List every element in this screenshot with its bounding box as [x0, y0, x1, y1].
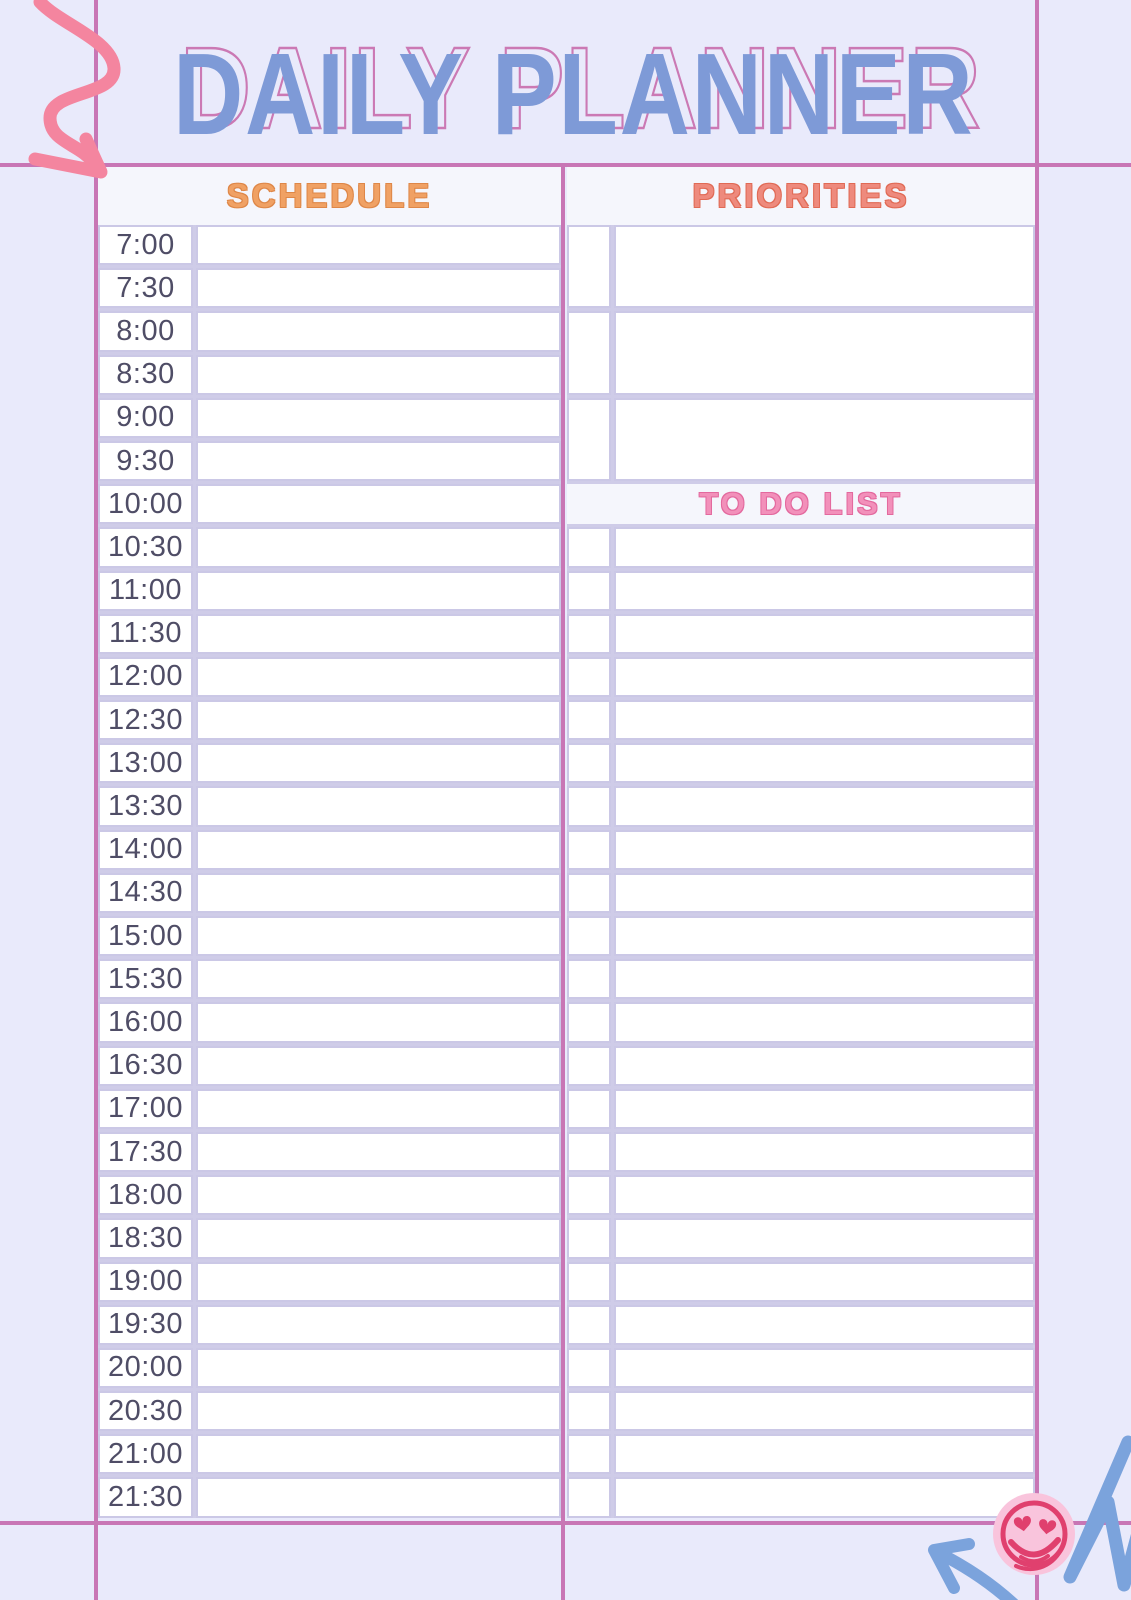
priority-marker-cell[interactable]: [567, 225, 611, 308]
priority-entry-cell[interactable]: [614, 225, 1035, 308]
todo-marker-cell[interactable]: [567, 1262, 611, 1302]
todo-entry-cell[interactable]: [614, 1391, 1035, 1431]
schedule-time-cell: 12:00: [98, 657, 193, 697]
todo-entry-cell[interactable]: [614, 959, 1035, 999]
todo-entry-cell[interactable]: [614, 743, 1035, 783]
schedule-time-cell: 21:00: [98, 1434, 193, 1474]
todo-entry-cell[interactable]: [614, 873, 1035, 913]
schedule-entry-cell[interactable]: [196, 1262, 561, 1302]
schedule-entry-cell[interactable]: [196, 1477, 561, 1517]
todo-entry-cell[interactable]: [614, 1046, 1035, 1086]
priority-marker-cell[interactable]: [567, 311, 611, 394]
todo-marker-cell[interactable]: [567, 527, 611, 567]
todo-entry-cell[interactable]: [614, 1305, 1035, 1345]
schedule-time-cell: 18:00: [98, 1175, 193, 1215]
schedule-time-cell: 20:30: [98, 1391, 193, 1431]
schedule-time-cell: 12:30: [98, 700, 193, 740]
schedule-time-cell: 10:00: [98, 484, 193, 524]
todo-entry-cell[interactable]: [614, 527, 1035, 567]
schedule-entry-cell[interactable]: [196, 1046, 561, 1086]
schedule-entry-cell[interactable]: [196, 1305, 561, 1345]
schedule-time-cell: 11:00: [98, 571, 193, 611]
todo-marker-cell[interactable]: [567, 1218, 611, 1258]
todo-entry-cell[interactable]: [614, 1348, 1035, 1388]
schedule-time-cell: 8:30: [98, 355, 193, 395]
todo-marker-cell[interactable]: [567, 1434, 611, 1474]
schedule-entry-cell[interactable]: [196, 441, 561, 481]
frame-line-middle: [561, 163, 565, 1600]
todo-entry-cell[interactable]: [614, 1175, 1035, 1215]
todo-marker-cell[interactable]: [567, 614, 611, 654]
schedule-entry-cell[interactable]: [196, 398, 561, 438]
frame-line-right: [1035, 0, 1039, 1600]
todo-entry-cell[interactable]: [614, 657, 1035, 697]
priorities-header: PRIORITIES: [692, 177, 910, 214]
todo-marker-cell[interactable]: [567, 1477, 611, 1517]
todo-marker-cell[interactable]: [567, 1002, 611, 1042]
todo-entry-cell[interactable]: [614, 1218, 1035, 1258]
schedule-time-cell: 15:30: [98, 959, 193, 999]
schedule-entry-cell[interactable]: [196, 571, 561, 611]
schedule-entry-cell[interactable]: [196, 225, 561, 265]
todo-marker-cell[interactable]: [567, 743, 611, 783]
schedule-entry-cell[interactable]: [196, 916, 561, 956]
schedule-time-cell: 17:00: [98, 1089, 193, 1129]
todo-entry-cell[interactable]: [614, 700, 1035, 740]
schedule-time-cell: 16:30: [98, 1046, 193, 1086]
schedule-entry-cell[interactable]: [196, 1175, 561, 1215]
todo-marker-cell[interactable]: [567, 700, 611, 740]
blue-arrow-doodle-icon: [934, 1544, 1022, 1600]
schedule-entry-cell[interactable]: [196, 786, 561, 826]
schedule-time-cell: 14:00: [98, 830, 193, 870]
priorities-and-todo-table: [567, 225, 1035, 1518]
todo-marker-cell[interactable]: [567, 786, 611, 826]
schedule-time-cell: 14:30: [98, 873, 193, 913]
todo-entry-cell[interactable]: [614, 786, 1035, 826]
pink-squiggle-arrow-icon: [35, 2, 114, 172]
todo-entry-cell[interactable]: [614, 1262, 1035, 1302]
schedule-entry-cell[interactable]: [196, 700, 561, 740]
schedule-entry-cell[interactable]: [196, 1132, 561, 1172]
todo-entry-cell[interactable]: [614, 614, 1035, 654]
schedule-time-cell: 19:30: [98, 1305, 193, 1345]
schedule-time-cell: 7:00: [98, 225, 193, 265]
schedule-entry-cell[interactable]: [196, 614, 561, 654]
todo-entry-cell[interactable]: [614, 1132, 1035, 1172]
schedule-time-cell: 16:00: [98, 1002, 193, 1042]
todo-marker-cell[interactable]: [567, 1046, 611, 1086]
priority-entry-cell[interactable]: [614, 398, 1035, 481]
schedule-entry-cell[interactable]: [196, 1391, 561, 1431]
schedule-entry-cell[interactable]: [196, 1218, 561, 1258]
schedule-entry-cell[interactable]: [196, 484, 561, 524]
schedule-entry-cell[interactable]: [196, 830, 561, 870]
todo-entry-cell[interactable]: [614, 1089, 1035, 1129]
schedule-time-cell: 13:30: [98, 786, 193, 826]
schedule-time-cell: 21:30: [98, 1477, 193, 1517]
schedule-time-cell: 9:00: [98, 398, 193, 438]
schedule-header-band: [98, 167, 561, 225]
todo-marker-cell[interactable]: [567, 571, 611, 611]
todo-marker-cell[interactable]: [567, 959, 611, 999]
schedule-time-cell: 18:30: [98, 1218, 193, 1258]
schedule-entry-cell[interactable]: [196, 959, 561, 999]
todo-marker-cell[interactable]: [567, 1175, 611, 1215]
todo-entry-cell[interactable]: [614, 916, 1035, 956]
todo-marker-cell[interactable]: [567, 1089, 611, 1129]
schedule-entry-cell[interactable]: [196, 527, 561, 567]
schedule-header: SCHEDULE: [226, 177, 433, 214]
todo-marker-cell[interactable]: [567, 657, 611, 697]
schedule-time-cell: 17:30: [98, 1132, 193, 1172]
schedule-time-cell: 10:30: [98, 527, 193, 567]
todo-marker-cell[interactable]: [567, 1132, 611, 1172]
todo-marker-cell[interactable]: [567, 830, 611, 870]
todo-marker-cell[interactable]: [567, 916, 611, 956]
schedule-time-cell: 20:00: [98, 1348, 193, 1388]
schedule-entry-cell[interactable]: [196, 743, 561, 783]
todo-entry-cell[interactable]: [614, 830, 1035, 870]
todo-marker-cell[interactable]: [567, 873, 611, 913]
schedule-entry-cell[interactable]: [196, 1089, 561, 1129]
todo-entry-cell[interactable]: [614, 1477, 1035, 1517]
todo-entry-cell[interactable]: [614, 571, 1035, 611]
todo-entry-cell[interactable]: [614, 1434, 1035, 1474]
schedule-time-cell: 11:30: [98, 614, 193, 654]
schedule-time-cell: 9:30: [98, 441, 193, 481]
schedule-entry-cell[interactable]: [196, 657, 561, 697]
schedule-entry-cell[interactable]: [196, 268, 561, 308]
todo-entry-cell[interactable]: [614, 1002, 1035, 1042]
schedule-entry-cell[interactable]: [196, 1002, 561, 1042]
schedule-entry-cell[interactable]: [196, 355, 561, 395]
schedule-entry-cell[interactable]: [196, 1348, 561, 1388]
todo-marker-cell[interactable]: [567, 1305, 611, 1345]
todo-header-band: [567, 484, 1035, 524]
schedule-time-cell: 8:00: [98, 311, 193, 351]
blue-zigzag-doodle-icon: [1070, 1442, 1131, 1585]
schedule-table: [98, 225, 561, 1518]
priority-entry-cell[interactable]: [614, 311, 1035, 394]
schedule-entry-cell[interactable]: [196, 311, 561, 351]
schedule-entry-cell[interactable]: [196, 1434, 561, 1474]
title-area: [172, 29, 975, 159]
schedule-entry-cell[interactable]: [196, 873, 561, 913]
page-title: DAILY PLANNER DAILY PLANNER: [173, 36, 975, 152]
todo-marker-cell[interactable]: [567, 1348, 611, 1388]
schedule-time-cell: 13:00: [98, 743, 193, 783]
schedule-time-cell: 15:00: [98, 916, 193, 956]
todo-header: TO DO LIST: [699, 486, 903, 522]
schedule-time-cell: 7:30: [98, 268, 193, 308]
todo-marker-cell[interactable]: [567, 1391, 611, 1431]
priorities-header-band: [567, 167, 1035, 225]
frame-line-bottom: [0, 1521, 1131, 1525]
priority-marker-cell[interactable]: [567, 398, 611, 481]
schedule-time-cell: 19:00: [98, 1262, 193, 1302]
